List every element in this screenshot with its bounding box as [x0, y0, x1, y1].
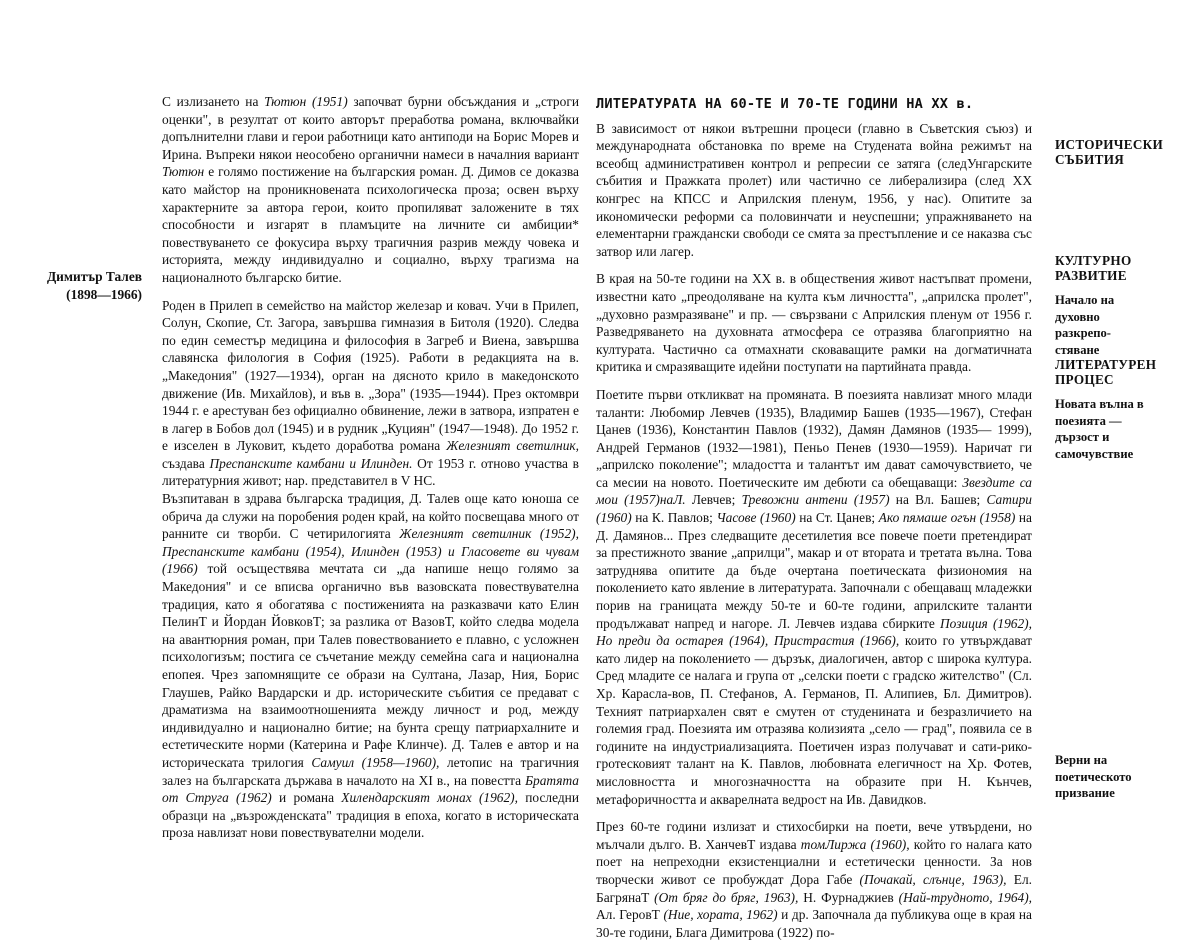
italic-title: Железният светилник, — [446, 438, 579, 454]
italic-title: (От бряг до бряг, 1963), — [654, 889, 799, 905]
sidebar-line: Начало на — [1055, 293, 1115, 307]
sidebar-line: разкрепо- — [1055, 326, 1111, 341]
italic-title: Часове (1960) — [716, 510, 796, 526]
sidebar-line: дързост и — [1055, 430, 1110, 445]
sidebar-line: поетическото — [1055, 769, 1132, 784]
italic-title: Хилендарският монах (1962), — [341, 790, 518, 806]
italic-title: Тютюн (1951) — [264, 94, 348, 109]
sidebar-line: поезията — — [1055, 413, 1122, 428]
italic-title: Сатири (1960) — [596, 492, 1032, 526]
sidebar-literary-process — [1055, 357, 1195, 387]
italic-title: (Най-трудното, 1964), — [898, 889, 1033, 905]
italic-title: (Ние, хората, 1962) — [663, 907, 778, 923]
italic-title: Самуил (1958—1960), — [311, 754, 440, 770]
italic-title: Позиция (1962), Но преди да остарея (1964), Пристрастия (1966), — [596, 615, 1032, 649]
paragraph-sixties: През 60-те години излизат и стихосбирки на поети, вече утвърдени, но мълчали дълго. В. ХанчевТ издава томЛиржа (1960), който го налага като поет на непреходни екзистенциални и естетически ценности. За нов творчески живот се пробуждат Дора Габе (Почакай, слънце, 1963), Ел. БагрянаТ (От бряг до бряг, 1963), Н. Фурнаджиев (Най-трудното, 1964), Ал. ГеровТ (Ние, хората, 1962) и др. Започнала да публикува още в края на 30-те години, Блага Димитрова (1922) по- — [596, 819, 1033, 940]
left-column — [162, 93, 579, 842]
paragraph-cultural: В края на 50-те години на XX в. в обществения живот настъпват промени, известни като „преодоляване на култа към личността", „априлска пролет", „духовно размразяване" и пр. — свързвани с Априлския пленум от 1956 г. Разведряването на духовната атмосфера се отразява благоприятно на културата. Частично са отмахнати сковаващите рамки на догматичната критика и смразяващите идейни поступати на партийната правда. — [596, 271, 1032, 375]
paragraph-biography: Роден в Прилеп в семейство на майстор железар и ковач. Учи в Прилеп, Солун, Скопие, Ст. Загора, завършва гимназия в Битоля (1920). Следва по един семестър медицина и философия в Загреб и Виена, завършва славянска филология в София (1925). Работи в редакцията на в. „Македония" (1927—1934), орган на дясното крило в македонското движение (Ив. Михайлов), и във в. „Зора" (1935—1944). През октомври 1944 г. е арестуван без официално обвинение, лежи в затвора, изпратен е в лагер в Бобов дол (1945) и в рудник „Куциян" (1947—1948). До 1952 г. е изселен в Луковит, където доработва романа Железният светилник, създава Преспанските камбани и Илинден. От 1953 г. отново участва в литературния живот; нар. представител в V НС. — [162, 297, 579, 489]
right-column — [596, 96, 1032, 941]
sidebar-line: стяване — [1055, 342, 1100, 357]
author-label — [40, 268, 142, 303]
author-name: Димитър Талев — [46, 269, 142, 284]
italic-title: Звездите са мои (1957)наЛ. — [596, 474, 1032, 508]
sidebar-faithful-vocation — [1055, 752, 1195, 802]
sidebar-line: ПРОЦЕС — [1055, 372, 1114, 387]
sidebar-cultural-development — [1055, 253, 1195, 283]
italic-title: Преспанските камбани и Илинден. — [209, 455, 413, 471]
sidebar-line: ИСТОРИЧЕСКИ — [1055, 137, 1164, 152]
italic-title: Тютюн — [162, 164, 205, 180]
sidebar-line: духовно — [1055, 309, 1100, 324]
sidebar-line: Новата вълна в — [1055, 397, 1144, 411]
paragraph-tyutyun: С излизането на Тютюн (1951) започват бурни обсъждания и „строги оценки", в резултат от които авторът преработва романа, включвайки допълнителни глави и герои работници като антиподи на Борис Морев и Ирина. Въпреки някои неособено органични намеси в началния вариант Тютюн е голямо постижение на българския роман. Д. Димов се доказва като майстор на проникновената психологическа проза; освен върху характерните за автора герои, които пропиляват заложените в тях способности и изгарят в пламъците на личните си амбиции* повествуването се фокусира върху трагичния разрив между човека и историята, между индивидуално и социално, върху трагизма на националното българско битие. — [162, 94, 579, 285]
italic-title: Братята от Струга (1962) — [162, 772, 579, 806]
italic-title: (Почакай, слънце, 1963), — [859, 871, 1007, 887]
sidebar-line: призвание — [1055, 786, 1115, 801]
paragraph-talev-work: Възпитаван в здрава българска традиция, Д. Талев още като юноша се обрича да служи на поробения роден край, на който посвещава много от ранните си творби. С четирилогията Железният светилник (1952), Преспанските камбани (1954), Илинден (1953) и Гласовете ви чувам (1966) той осъществява мечтата си „да напише нещо голямо за Македония" и се вписва органично във вазовската повествувателна традиция, като я обогатява с постиженията на разказвачи като Елин ПелинТ и Йордан ЙовковТ; за разлика от ВазовТ, който следва модела на авантюрния роман, при Талев повествованието е плавно, с усложнен психологизъм; постига се съчетание между семейна сага и национална епопея. Чрез запомнящите се образи на Султана, Лазар, Ния, Борис Глаушев, Райко Вардарски и др. историческите събития се предават с драматизма на взаимоотношенията между личност и род, между индивидуално и национално битие; на бунта срещу патриархалните и естетическите норми (Катерина и Рафе Клинче). Д. Талев е автор и на историческата трилогия Самуил (1958—1960), летопис на трагичния залез на българската държава в началото на XI в., на повестта Братята от Струга (1962) и романа Хилендарският монах (1962), последни образци на „възрожденската" традиция в епоха, когато в историческата проза навлизат нови повествувателни модели. — [162, 491, 580, 841]
paragraph-historical: В зависимост от някои вътрешни процеси (главно в Съветския съюз) и международната обстановка по време на Студената война режимът на всеобщ административен контрол и репресии се затяга (следУнгарските събития и Пражката пролет) или частично се либерализира (след XX конгрес на КПСС и Априлския пленум, 1956, у нас). Опитите за икономически реформи са половинчати и неуспешни; упражняването на елементарни граждански свободи се смята за престъпление и се наказва със затвор или лагер. — [596, 120, 1032, 259]
sidebar-line: РАЗВИТИЕ — [1055, 268, 1127, 283]
sidebar-new-wave — [1055, 396, 1195, 462]
sidebar-line: самочувствие — [1055, 446, 1134, 461]
sidebar-spiritual-thaw — [1055, 292, 1195, 358]
italic-title: томЛиржа (1960), — [800, 836, 910, 852]
italic-title: Ако пямаше огън (1958) — [878, 510, 1016, 526]
author-years: (1898—1966) — [66, 286, 142, 302]
italic-title: Железният светилник (1952), Преспанските камбани (1954), Илинден (1953) и Гласовете ви чувам (1966) — [162, 526, 579, 577]
sidebar-line: Верни на — [1055, 753, 1108, 767]
sidebar-line: ЛИТЕРАТУРЕН — [1055, 357, 1157, 372]
section-title: ЛИТЕРАТУРАТА НА 60-ТЕ И 70-ТЕ ГОДИНИ НА XX в. — [596, 96, 974, 112]
sidebar-line: СЪБИТИЯ — [1055, 152, 1125, 167]
paragraph-poets: Поетите първи откликват на промяната. В поезията навлизат много млади таланти: Любомир Левчев (1935), Владимир Башев (1935—1967), Стефан Цанев (1936), Константин Павлов (1932), Дамян Дамянов (1935— 1999), Андрей Германов (1932—1981), Пеньо Пенев (1930—1959). Наричат ги „априлско поколение"; младостта и талантът им дават самочувствието, че са месии на новото. Поетическите им дебюти са обещаващи: Звездите са мои (1957)наЛ. Левчев; Тревожни антени (1957) на Вл. Башев; Сатири (1960) на К. Павлов; Часове (1960) на Ст. Цанев; Ако пямаше огън (1958) на Д. Дамянов... През следващите десетилетия все повече поети претендират за престижното звание „априлци", макар и от втората и третата вълна. Това затруднява опитите да бъде очертана поетическата физиономия на поколението като явление в литературата. Започнали с обещаващ младежки порив на границата между 50-те и 60-те години, априлските таланти продължават напред и нагоре. Л. Левчев издава сбирките Позиция (1962), Но преди да остарея (1964), Пристрастия (1966), които го утвърждават като лидер на поколението — дързък, диалогичен, автор с широка култура. Сред младите се налага и група от „селски поети с градско жителство" (Сл. Хр. Карасла-вов, П. Стефанов, А. Германов, П. Алипиев, Бл. Димитров). Техният патриархален свят е смутен от студенината и безразличието на големия град. Поезията им отразява колизията „село — град", появила се в годините на индустриализацията. Поетичен израз получават и сати-рико-гротесковият талант на К. Павлов, любовната елегичност на Хр. Фотев, мисловността и многозначността на образите при Н. Кънчев, метафоричността и акварелната ведрост на Ив. Давидков. — [596, 386, 1032, 807]
sidebar-line: КУЛТУРНО — [1055, 253, 1132, 268]
sidebar-historical-events — [1055, 137, 1195, 167]
italic-title: Тревожни антени (1957) — [741, 492, 890, 508]
